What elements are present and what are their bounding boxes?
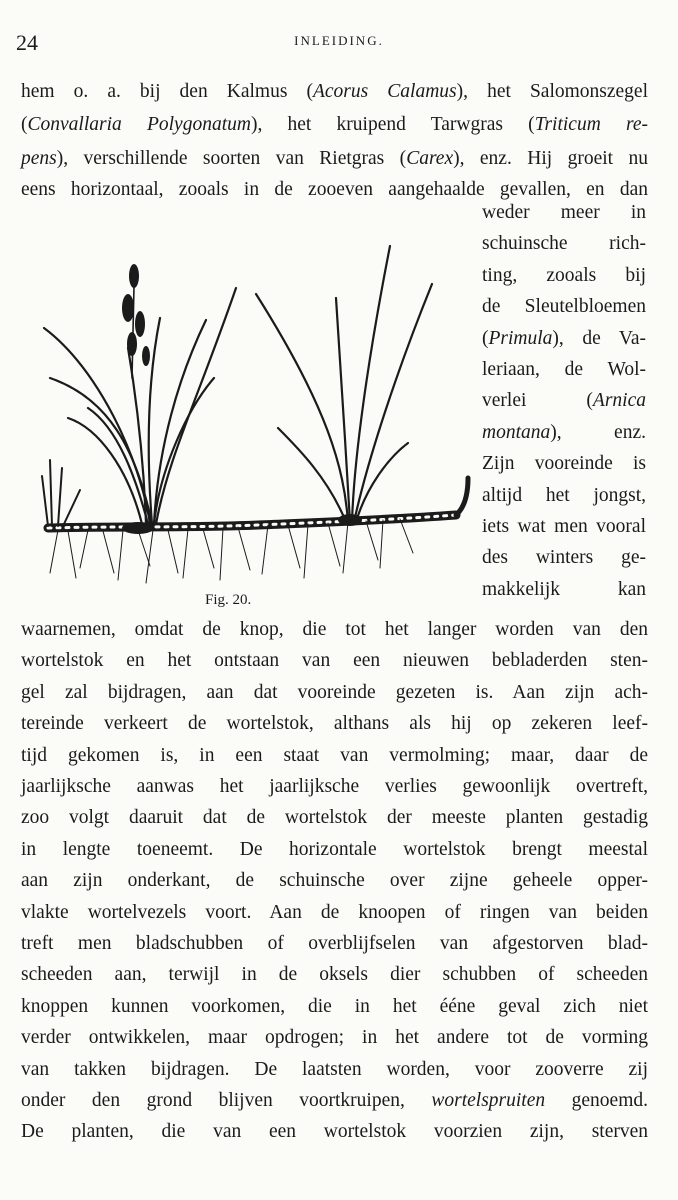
text-line	[21, 649, 648, 673]
text-line	[21, 806, 648, 830]
text-run: eens horizontaal, zooals in de zooeven aangehaalde gevallen, en dan	[21, 179, 648, 200]
text-run: De planten, die van een wortelstok voorzien zijn, sterven	[21, 1121, 648, 1143]
text-run: ), de Va-	[552, 327, 646, 349]
text-line	[21, 618, 648, 642]
text-line	[21, 932, 648, 956]
italic-term: Acorus Calamus	[312, 81, 457, 102]
text-line	[21, 147, 648, 171]
text-run: jaarlijksche aanwas het jaarlijksche verlies gewoonlijk overtreft,	[21, 776, 648, 797]
running-head: INLEIDING.	[294, 33, 384, 48]
text-run: des winters ge-	[482, 547, 646, 569]
text-run: ), verschillende soorten van Rietgras (	[56, 148, 407, 169]
italic-term: Primula	[488, 327, 553, 349]
text-run: schuinsche rich-	[482, 233, 646, 255]
page-number: 24	[16, 30, 38, 55]
text-line	[21, 869, 648, 893]
text-line	[21, 838, 648, 862]
text-run: altijd het jongst,	[482, 484, 646, 506]
text-run: verder ontwikkelen, maar opdrogen; in het andere tot de vorming	[21, 1027, 648, 1049]
text-line	[482, 515, 646, 539]
italic-term: Triticum re-	[534, 114, 648, 135]
text-line	[482, 452, 646, 476]
text-run: scheeden aan, terwijl in de oksels dier schubben of scheeden	[21, 964, 648, 986]
text-run: ting, zooals bij	[482, 264, 646, 286]
text-run: leriaan, de Wol-	[482, 359, 646, 380]
text-line	[482, 484, 646, 508]
text-line	[482, 264, 646, 288]
text-run: tijd gekomen is, in een staat van vermolming; maar, daar de	[21, 744, 648, 766]
italic-term: Arnica	[592, 390, 646, 412]
text-run: ), enz.	[550, 421, 646, 443]
figure-caption: Fig. 20.	[205, 592, 252, 608]
text-run: wortelstok en het ontstaan van een nieuwen bebladerden sten-	[21, 650, 648, 672]
text-run: ), het Salomonszegel	[456, 81, 649, 102]
text-run: iets wat men vooral	[482, 516, 646, 537]
text-run: vlakte wortelvezels voort. Aan de knoopen of ringen van beiden	[21, 901, 648, 923]
italic-term: wortelspruiten	[431, 1090, 546, 1111]
text-line	[482, 295, 646, 319]
text-run: Zijn vooreinde is	[482, 453, 646, 475]
text-run: in lengte toeneemt. De horizontale wortelstok brengt meestal	[21, 838, 648, 860]
text-run: de Sleutelbloemen	[482, 296, 646, 318]
text-line	[21, 712, 648, 736]
text-line	[482, 327, 646, 351]
text-run: tereinde verkeert de wortelstok, althans als hij op zekeren leef-	[21, 713, 648, 735]
text-run: (	[482, 327, 489, 349]
text-run: aan zijn onderkant, de schuinsche over zijne geheele opper-	[21, 870, 648, 892]
text-run: onder den grond blijven voortkruipen,	[21, 1090, 432, 1111]
italic-term: Convallaria Polygonatum	[27, 114, 251, 135]
text-line	[482, 578, 646, 602]
text-line	[21, 1058, 648, 1082]
text-line	[21, 113, 648, 137]
text-run: ), het kruipend Tarwgras (	[250, 114, 535, 135]
text-line	[21, 80, 648, 104]
text-line	[21, 995, 648, 1019]
text-line	[21, 901, 648, 925]
italic-term: Carex	[406, 148, 454, 169]
text-line	[482, 232, 646, 256]
text-run: verlei (	[482, 390, 593, 412]
italic-term: pens	[21, 148, 57, 169]
sedge-rhizome-illustration	[28, 228, 476, 598]
text-line	[21, 1089, 648, 1113]
italic-term: montana	[482, 421, 551, 443]
text-run: van takken bijdragen. De laatsten worden, voor zooverre zij	[21, 1058, 648, 1080]
text-run: genoemd.	[545, 1090, 649, 1111]
text-run: gel zal bijdragen, aan dat vooreinde gezeten is. Aan zijn ach-	[21, 681, 648, 703]
text-line	[482, 201, 646, 225]
text-line	[21, 681, 648, 705]
text-line	[21, 1026, 648, 1050]
text-run: knoppen kunnen voorkomen, die in het ééne geval zich niet	[21, 995, 648, 1017]
text-run: waarnemen, omdat de knop, die tot het langer worden van den	[21, 619, 648, 640]
text-line	[482, 421, 646, 445]
text-run: hem o. a. bij den Kalmus (	[21, 81, 313, 102]
text-line	[482, 358, 646, 382]
text-run: weder meer in	[482, 202, 646, 223]
text-line	[21, 1120, 648, 1144]
text-run: treft men bladschubben of overblijfselen van afgestorven blad-	[21, 933, 648, 954]
text-run: ), enz. Hij groeit nu	[453, 148, 648, 169]
text-line	[21, 178, 648, 202]
text-line	[21, 744, 648, 768]
text-run: (	[21, 114, 28, 135]
text-line	[482, 389, 646, 413]
text-run: makkelijk kan	[482, 578, 646, 600]
text-run: zoo volgt daaruit dat de wortelstok der meeste planten gestadig	[21, 807, 648, 829]
text-line	[482, 546, 646, 570]
text-line	[21, 775, 648, 799]
text-line	[21, 963, 648, 987]
